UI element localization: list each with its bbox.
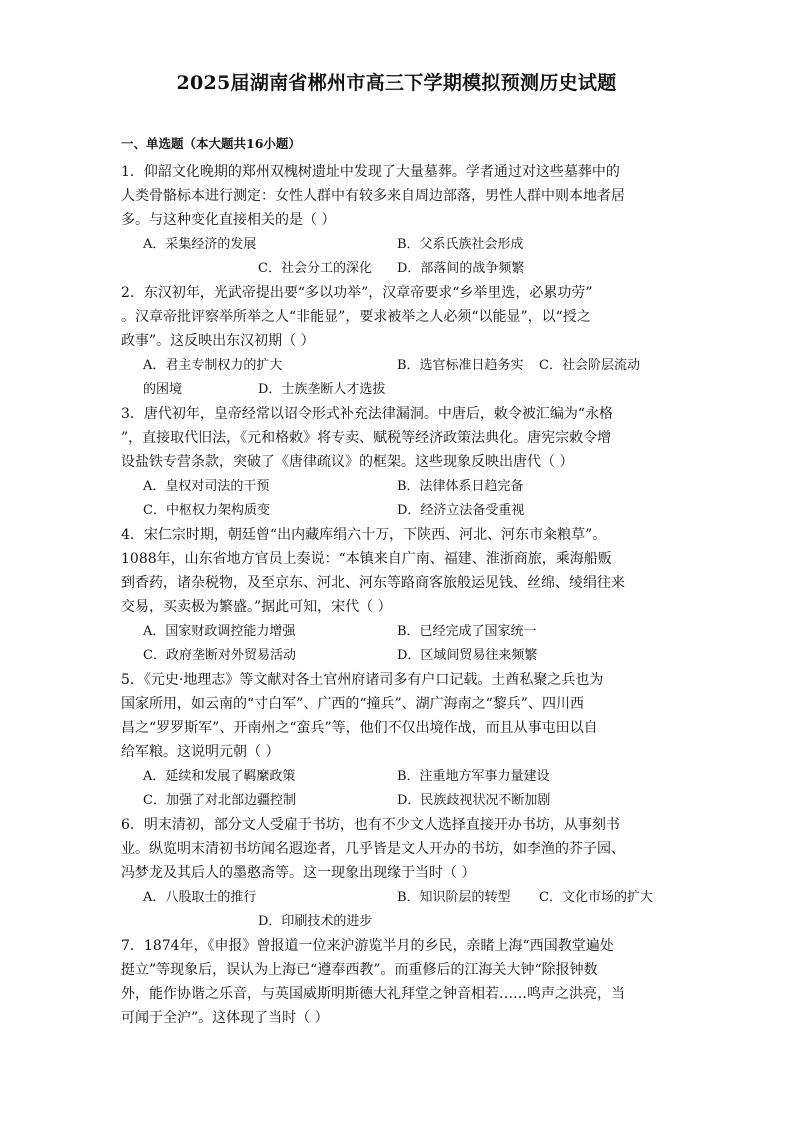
question-text-line: 。汉章帝批评察举所举之人“非能显”，要求被举之人必须“以能显”，以“授之 bbox=[121, 309, 591, 325]
option-d[interactable]: D．区域间贸易往来频繁 bbox=[397, 648, 538, 663]
section-heading: 一、单选题（本大题共16小题） bbox=[121, 136, 301, 151]
question-text-line: 1088年，山东省地方官员上奏说：“本镇来自广南、福建、淮浙商旅，乘海船贩 bbox=[121, 551, 612, 567]
question-text-line: 2．东汉初年，光武帝提出要“多以功举”，汉章帝要求“乡举里选，必累功劳” bbox=[121, 285, 593, 301]
question-text-line: 政事”。这反映出东汉初期（ ） bbox=[121, 333, 315, 349]
page-title: 2025届湖南省郴州市高三下学期模拟预测历史试题 bbox=[176, 72, 617, 94]
option-b[interactable]: B．法律体系日趋完备 bbox=[397, 479, 524, 494]
question-text-line: 7．1874年，《申报》曾报道一位来沪游览半月的乡民，亲睹上海“西国教堂遍处 bbox=[121, 938, 614, 954]
option-a[interactable]: A．八股取士的推行 bbox=[143, 890, 257, 905]
question-text-line: 国家所用，如云南的“寸白军”、广西的“撞兵”、湖广海南之“黎兵”、四川西 bbox=[121, 696, 584, 712]
option-b[interactable]: B．父系氏族社会形成 bbox=[397, 237, 524, 252]
option-d[interactable]: D．士族垄断人才选拔 bbox=[258, 382, 386, 397]
option-c[interactable]: C．文化市场的扩大 bbox=[539, 890, 653, 905]
option-b[interactable]: B．注重地方军事力量建设 bbox=[397, 769, 550, 784]
question-text-line: 1．仰韶文化晚期的郑州双槐树遗址中发现了大量墓葬。学者通过对这些墓葬中的 bbox=[121, 164, 620, 180]
question-text-line: 昌之“罗罗斯军”、开南州之“蛮兵”等，他们不仅出境作战，而且从事屯田以自 bbox=[121, 720, 598, 736]
option-b[interactable]: B．选官标准日趋务实 bbox=[397, 358, 524, 373]
option-a[interactable]: A．国家财政调控能力增强 bbox=[143, 624, 296, 639]
option-d[interactable]: D．印刷技术的进步 bbox=[258, 914, 373, 929]
option-c[interactable]: C．政府垄断对外贸易活动 bbox=[143, 648, 296, 663]
option-c[interactable]: C．社会阶层流动 bbox=[539, 358, 640, 373]
question-text-line: 业。纵览明末清初书坊闻名遐迩者，几乎皆是文人开办的书坊，如李渔的芥子园、 bbox=[121, 841, 625, 857]
option-a[interactable]: A．采集经济的发展 bbox=[143, 237, 257, 252]
option-c-continued: 的困境 bbox=[143, 382, 183, 397]
question-text-line: 多。与这种变化直接相关的是（ ） bbox=[121, 212, 336, 228]
option-d[interactable]: D．部落间的战争频繁 bbox=[397, 261, 525, 276]
question-text-line: 3．唐代初年，皇帝经常以诏令形式补充法律漏洞。中唐后，敕令被汇编为“永格 bbox=[121, 406, 614, 422]
option-c[interactable]: C．中枢权力架构质变 bbox=[143, 503, 270, 518]
option-a[interactable]: A．君主专制权力的扩大 bbox=[143, 358, 283, 373]
question-text-line: 设盐铁专营条款，突破了《唐律疏议》的框架。这些现象反映出唐代（ ） bbox=[121, 454, 574, 470]
question-text-line: 挺立”等现象后，误认为上海已“遵奉西教”。而重修后的江海关大钟“除报钟数 bbox=[121, 962, 598, 978]
option-d[interactable]: D．民族歧视状况不断加剧 bbox=[397, 793, 551, 808]
question-text-line: 外，能作协谐之乐音，与英国威斯明斯德大礼拜堂之钟音相若……鸣声之洪亮，当 bbox=[121, 986, 625, 1002]
option-a[interactable]: A．延续和发展了羁縻政策 bbox=[143, 769, 296, 784]
option-c[interactable]: C．社会分工的深化 bbox=[258, 261, 372, 276]
question-text-line: 可闻于全沪”。这体现了当时（ ） bbox=[121, 1010, 329, 1026]
question-text-line: 5．《元史·地理志》等文献对各土官州府诸司多有户口记载。土酋私聚之兵也为 bbox=[121, 672, 604, 688]
option-c[interactable]: C．加强了对北部边疆控制 bbox=[143, 793, 296, 808]
question-text-line: 冯梦龙及其后人的墨憨斋等。这一现象出现缘于当时（ ） bbox=[121, 865, 476, 881]
question-text-line: 给军粮。这说明元朝（ ） bbox=[121, 744, 280, 760]
question-text-line: 到香药，诸杂税物，及至京东、河北、河东等路商客旅般运见钱、丝绵、绫绢往来 bbox=[121, 575, 625, 591]
question-text-line: 人类骨骼标本进行测定：女性人群中有较多来自周边部落，男性人群中则本地者居 bbox=[121, 188, 625, 204]
question-text-line: ”，直接取代旧法，《元和格敕》将专卖、赋税等经济政策法典化。唐宪宗敕令增 bbox=[121, 430, 612, 446]
question-text-line: 6．明末清初，部分文人受雇于书坊，也有不少文人选择直接开办书坊，从事刻书 bbox=[121, 817, 620, 833]
option-b[interactable]: B．已经完成了国家统一 bbox=[397, 624, 537, 639]
question-text-line: 交易，买卖极为繁盛。”据此可知，宋代（ ） bbox=[121, 599, 392, 615]
option-d[interactable]: D．经济立法备受重视 bbox=[397, 503, 525, 518]
option-b[interactable]: B．知识阶层的转型 bbox=[397, 890, 511, 905]
option-a[interactable]: A．皇权对司法的干预 bbox=[143, 479, 270, 494]
question-text-line: 4．宋仁宗时期，朝廷曾“出内藏库绢六十万，下陕西、河北、河东市籴粮草”。 bbox=[121, 527, 607, 543]
